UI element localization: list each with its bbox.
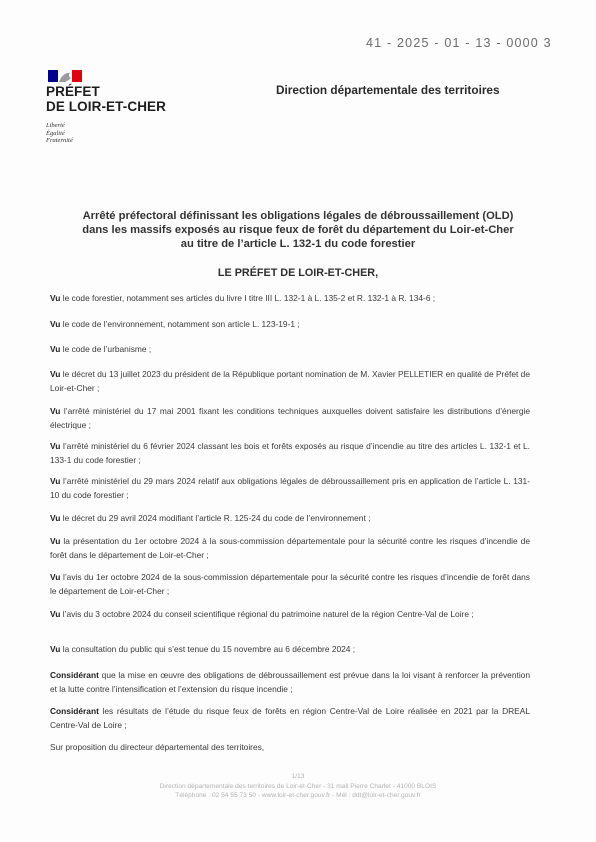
marianne-icon xyxy=(48,70,82,82)
visa-paragraph: Vu l’avis du 1er octobre 2024 de la sous-commission départementale pour la sécurité contre les risques d’incendie de forêt dans le département de Loir-et-Cher ; xyxy=(50,572,530,596)
visa-paragraph: Vu le décret du 13 juillet 2023 du président de la République portant nomination de M. Xavier PELLETIER en qualité de Préfet de Loir-et-Cher ; xyxy=(50,369,530,393)
considerant-paragraph: Considérant les résultats de l’étude du risque feux de forêts en région Centre-Val de Loire réalisée en 2021 par la DREAL Centre-Val de Loire ; xyxy=(50,706,530,730)
registration-stamp: 41 - 2025 - 01 - 13 - 0000 3 xyxy=(366,36,552,50)
visa-paragraph: Vu la présentation du 1er octobre 2024 à la sous-commission départementale pour la sécurité contre les risques d’incendie de forêt dans le département de Loir-et-Cher ; xyxy=(50,536,530,560)
prefet-heading: LE PRÉFET DE LOIR-ET-CHER, xyxy=(217,267,379,279)
page-footer xyxy=(60,772,536,801)
visa-paragraph: Vu le décret du 29 avril 2024 modifiant l’article R. 125-24 du code de l’environnement ; xyxy=(50,513,371,523)
considerant-paragraph: Considérant que la mise en œuvre des obligations de débroussaillement est prévue dans la loi visant à renforcer la prévention et la lutte contre l’intensification et l’extension du risque incendie ; xyxy=(50,670,530,694)
page-number: 1/13 xyxy=(291,773,305,780)
prefet-title-line-2: DE LOIR-ET-CHER xyxy=(46,99,167,114)
motto-egalite: Égalité xyxy=(46,129,65,137)
title-line-2: dans les massifs exposés au risque feux de forêt du département du Loir-et-Cher xyxy=(82,224,514,236)
visa-paragraph: Vu l’arrêté ministériel du 17 mai 2001 fixant les conditions techniques auxquelles doivent satisfaire les distributions d’énergie électrique ; xyxy=(50,406,530,430)
motto-liberte: Liberté xyxy=(46,122,65,129)
visa-paragraph: Vu l’arrêté ministériel du 29 mars 2024 relatif aux obligations légales de débroussaillement pris en application de l’article L. 131-10 du code forestier ; xyxy=(50,476,530,500)
document-title xyxy=(40,209,556,251)
issuing-direction: Direction départementale des territoires xyxy=(276,83,500,97)
republic-motto xyxy=(46,122,176,145)
title-line-3: au titre de l’article L. 132-1 du code forestier xyxy=(180,238,416,250)
visa-paragraph: Vu le code forestier, notamment ses articles du livre I titre III L. 132-1 à L. 135-2 et R. 132-1 à R. 134-6 ; xyxy=(50,293,436,303)
footer-address: Direction départementale des territoires de Loir-et-Cher - 31 mail Pierre Charlet - 41000 BLOIS xyxy=(159,782,437,790)
visa-paragraph: Vu l’arrêté ministériel du 6 février 2024 classant les bois et forêts exposés au risque d’incendie au titre des articles L. 132-1 et L. 133-1 du code forestier ; xyxy=(50,441,530,465)
visa-paragraph: Vu le code de l’urbanisme ; xyxy=(50,344,152,354)
visa-paragraph: Vu la consultation du public qui s’est tenue du 15 novembre au 6 décembre 2024 ; xyxy=(50,644,356,654)
proposal-paragraph: Sur proposition du directeur départemental des territoires, xyxy=(50,742,265,752)
prefet-title-line-1: PRÉFET xyxy=(46,84,100,99)
title-line-1: Arrêté préfectoral définissant les obligations légales de débroussaillement (OLD) xyxy=(82,210,514,222)
motto-fraternite: Fraternité xyxy=(46,137,73,144)
visa-paragraph: Vu l’avis du 3 octobre 2024 du conseil scientifique régional du patrimoine naturel de la région Centre-Val de Loire ; xyxy=(50,609,474,619)
visa-paragraph: Vu le code de l’environnement, notamment son article L. 123-19-1 ; xyxy=(50,319,300,329)
footer-contact: Téléphone : 02 54 55 73 50 - www.loir-et-cher.gouv.fr - Mél : ddt@loir-et-cher.gouv.fr xyxy=(175,792,421,799)
prefecture-logo xyxy=(46,70,176,145)
